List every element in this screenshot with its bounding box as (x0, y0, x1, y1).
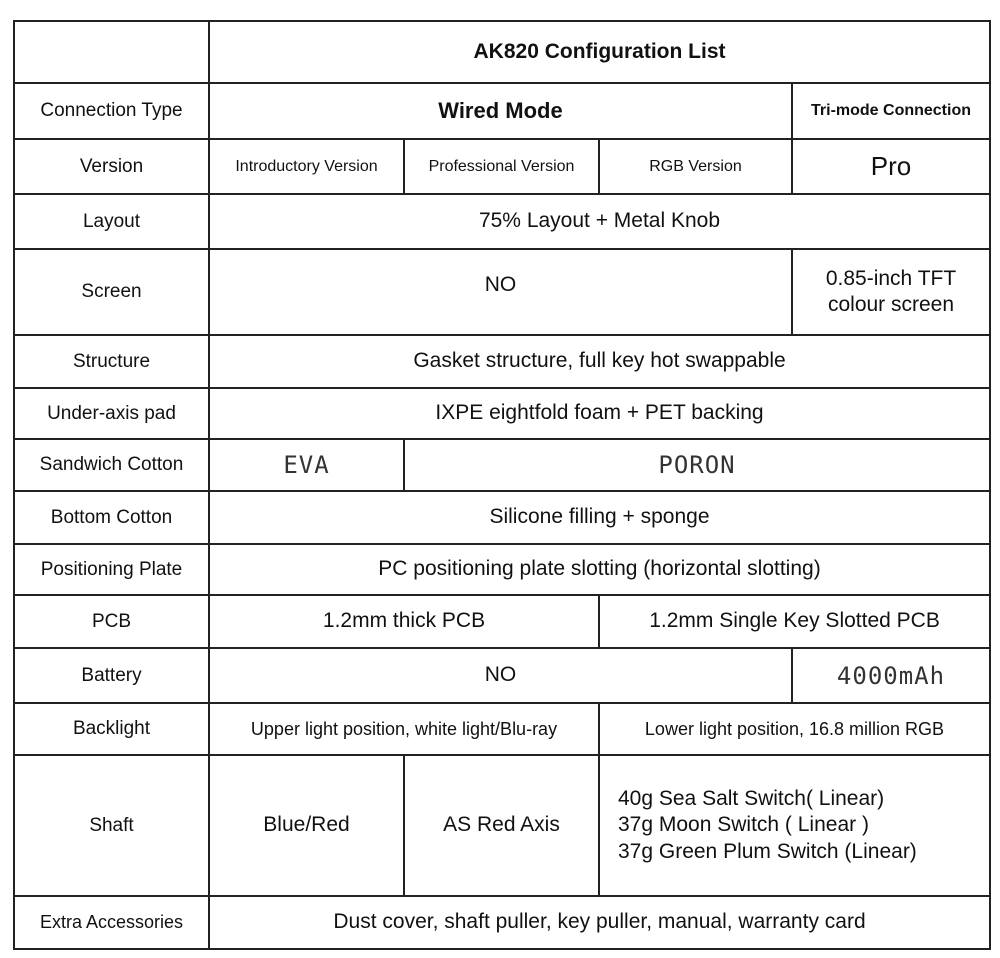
sandwich-cotton-poron-cell: PORON (404, 439, 990, 491)
extra-accessories-value-cell: Dust cover, shaft puller, key puller, manual, warranty card (209, 896, 990, 949)
screen-pro-line2: colour screen (827, 293, 955, 316)
row-label-screen: Screen (14, 249, 209, 335)
table-row (14, 755, 990, 896)
configuration-table (13, 20, 991, 950)
battery-wired-cell: NO (209, 648, 792, 703)
row-label-positioning-plate: Positioning Plate (14, 544, 209, 595)
pcb-basic-cell: 1.2mm thick PCB (209, 595, 599, 648)
table-row (14, 544, 990, 595)
row-label-shaft: Shaft (14, 755, 209, 896)
table-row (14, 439, 990, 491)
version-rgb-cell: RGB Version (599, 139, 792, 194)
table-row (14, 83, 990, 139)
row-label-backlight: Backlight (14, 703, 209, 755)
version-introductory-cell: Introductory Version (209, 139, 404, 194)
under-axis-pad-value-cell: IXPE eightfold foam + PET backing (209, 388, 990, 439)
connection-wired-cell: Wired Mode (209, 83, 792, 139)
table-row (14, 21, 990, 83)
layout-value-cell: 75% Layout + Metal Knob (209, 194, 990, 249)
version-professional-cell: Professional Version (404, 139, 599, 194)
row-label-structure: Structure (14, 335, 209, 388)
row-label-under-axis-pad: Under-axis pad (14, 388, 209, 439)
shaft-introductory-cell: Blue/Red (209, 755, 404, 896)
shaft-professional-cell: AS Red Axis (404, 755, 599, 896)
backlight-advanced-cell: Lower light position, 16.8 million RGB (599, 703, 990, 755)
row-label-battery: Battery (14, 648, 209, 703)
battery-pro-cell: 4000mAh (792, 648, 990, 703)
sandwich-cotton-eva-cell: EVA (209, 439, 404, 491)
table-row (14, 595, 990, 648)
configuration-sheet (13, 20, 989, 948)
structure-value-cell: Gasket structure, full key hot swappable (209, 335, 990, 388)
screen-pro-line1: 0.85-inch TFT (825, 266, 957, 290)
table-row (14, 335, 990, 388)
pcb-advanced-cell: 1.2mm Single Key Slotted PCB (599, 595, 990, 648)
table-title: AK820 Configuration List (209, 21, 990, 83)
table-row (14, 139, 990, 194)
connection-trimode-cell: Tri-mode Connection (792, 83, 990, 139)
table-row (14, 491, 990, 544)
table-row (14, 194, 990, 249)
version-pro-cell: Pro (792, 139, 990, 194)
row-label-extra-accessories: Extra Accessories (14, 896, 209, 949)
table-row (14, 249, 990, 335)
table-row (14, 703, 990, 755)
switch-option: 37g Moon Switch ( Linear ) (618, 813, 869, 837)
corner-cell (14, 21, 209, 83)
table-row (14, 388, 990, 439)
switch-option: 40g Sea Salt Switch( Linear) (618, 787, 885, 811)
table-row (14, 648, 990, 703)
row-label-connection-type: Connection Type (14, 83, 209, 139)
row-label-bottom-cotton: Bottom Cotton (14, 491, 209, 544)
row-label-version: Version (14, 139, 209, 194)
positioning-plate-value-cell: PC positioning plate slotting (horizontal slotting) (209, 544, 990, 595)
screen-wired-cell: NO (209, 249, 792, 335)
row-label-sandwich-cotton: Sandwich Cotton (14, 439, 209, 491)
row-label-layout: Layout (14, 194, 209, 249)
bottom-cotton-value-cell: Silicone filling + sponge (209, 491, 990, 544)
screen-pro-cell (792, 249, 990, 335)
switch-option: 37g Green Plum Switch (Linear) (618, 839, 917, 863)
shaft-advanced-cell (599, 755, 990, 896)
row-label-pcb: PCB (14, 595, 209, 648)
backlight-basic-cell: Upper light position, white light/Blu-ray (209, 703, 599, 755)
table-row (14, 896, 990, 949)
